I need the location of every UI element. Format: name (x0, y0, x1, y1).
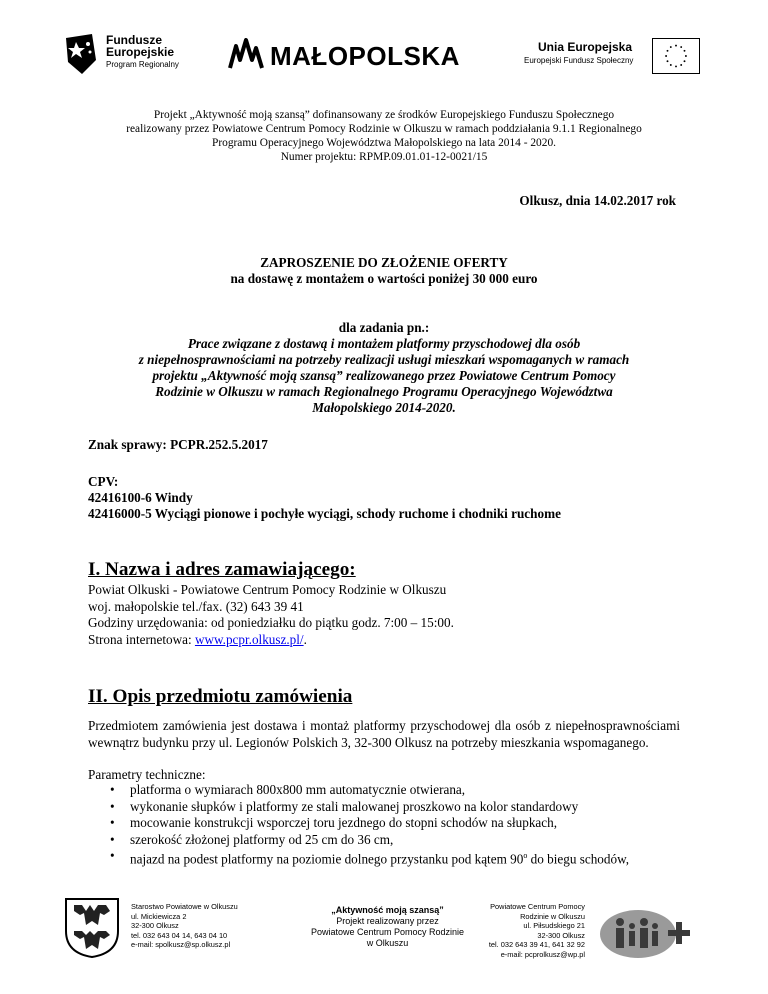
task-line: projektu „Aktywność moją szansą” realizowanego przez Powiatowe Centrum Pomocy (152, 368, 616, 383)
footer-mid-line: Powiatowe Centrum Pomocy Rodzinie (310, 927, 465, 937)
degree-sup: o (523, 851, 528, 860)
footer-right-line: ul. Piłsudskiego 21 (523, 921, 585, 930)
task-description (60, 320, 708, 416)
project-info-line: realizowany przez Powiatowe Centrum Pomocy Rodzinie w Olkuszu w ramach poddziałania 9.1.1 Regionalnego (126, 123, 642, 135)
title-line2: na dostawę z montażem o wartości poniżej 30 000 euro (230, 271, 538, 286)
fundusze-europejskie-logo (62, 30, 202, 80)
bullet-text: najazd na podest platformy na poziomie dolnego przystanku pod kątem 90 (130, 851, 524, 867)
project-info-line: Projekt „Aktywność moją szansą” dofinansowany ze środków Europejskiego Funduszu Społecznego (153, 109, 615, 121)
footer-left-line: tel. 032 643 04 14, 643 04 10 (131, 930, 228, 940)
footer-pcpr (470, 902, 585, 959)
project-info-line: Programu Operacyjnego Województwa Małopolskiego na lata 2014 - 2020. (212, 137, 556, 149)
ue-logo-line1: Unia Europejska (538, 40, 633, 54)
project-info-line: Numer projektu: RPMP.09.01.01-12-0021/15 (280, 151, 488, 163)
website-suffix: . (303, 631, 307, 647)
footer-project (300, 905, 475, 949)
cpv-code: 42416000-5 Wyciągi pionowe i pochyłe wyciągi, schody ruchome i chodniki ruchome (88, 506, 561, 521)
footer-left-line: e-mail: spolkusz@sp.olkusz.pl (131, 940, 231, 949)
section2-paragraph: Przedmiotem zamówienia jest dostawa i montaż platformy przyschodowej dla osób z niepełnosprawnościami wewnątrz budynku przy ul. Legionów Polskich 3, 32-300 Olkusz na potrzeby mieszkania wspomaganego. (88, 718, 680, 750)
list-item: • wykonanie słupków i platformy ze stali malowanej proszkowo na kolor standardowy (88, 799, 680, 816)
fe-logo-line2: Europejskie (106, 45, 175, 59)
footer-starostwo (131, 902, 238, 950)
footer-right-line: Powiatowe Centrum Pomocy (490, 902, 585, 911)
document-title (60, 255, 708, 287)
cpv-codes (88, 474, 561, 522)
fe-stars-icon (62, 32, 100, 76)
website-line (88, 632, 688, 649)
task-label: dla zadania pn.: (338, 320, 430, 335)
coat-of-arms-icon (64, 897, 120, 959)
footer-left-line: Starostwo Powiatowe w Olkuszu (131, 902, 238, 911)
malopolska-mountain-icon (228, 38, 264, 70)
footer-left-line: 32-300 Olkusz (131, 921, 179, 930)
footer-mid-line: Projekt realizowany przez (336, 916, 439, 926)
project-info (60, 108, 708, 164)
document-date: Olkusz, dnia 14.02.2017 rok (519, 193, 676, 208)
task-line: z niepełnosprawnościami na potrzeby realizacji usługi mieszkań wspomaganych w ramach (138, 352, 630, 367)
task-line: Rodzinie w Olkuszu w ramach Regionalnego Programu Operacyjnego Województwa (155, 384, 613, 399)
malopolska-logo-text: MAŁOPOLSKA (270, 41, 460, 71)
footer-mid-line: w Olkuszu (366, 938, 409, 948)
section1-line: Powiat Olkuski - Powiatowe Centrum Pomocy Rodzinie w Olkuszu (88, 582, 447, 597)
ue-logo (524, 38, 714, 78)
section1-heading: I. Nazwa i adres zamawiającego: (88, 559, 356, 580)
task-line: Małopolskiego 2014-2020. (312, 400, 456, 415)
list-item: • platforma o wymiarach 800x800 mm automatycznie otwierana, (88, 782, 680, 799)
params-list (88, 782, 680, 868)
ue-logo-line2: Europejski Fundusz Społeczny (524, 56, 634, 65)
website-label: Strona internetowa: (88, 631, 195, 647)
section1-line: Godziny urzędowania: od poniedziałku do piątku godz. 7:00 – 15:00. (88, 615, 454, 630)
eu-flag-icon (652, 38, 700, 74)
fe-logo-line1: Fundusze (106, 33, 162, 47)
cpv-label: CPV: (88, 474, 119, 489)
footer-right-line: tel. 032 643 39 41, 641 32 92 (488, 940, 585, 949)
website-link[interactable]: www.pcpr.olkusz.pl/ (194, 631, 304, 647)
footer-right-line: e-mail: pcprolkusz@wp.pl (500, 949, 585, 959)
list-item: • szerokość złożonej platformy od 25 cm do 36 cm, (88, 832, 680, 849)
title-line1: ZAPROSZENIE DO ZŁOŻENIE OFERTY (260, 255, 508, 270)
footer-mid-line: „Aktywność moją szansą” (331, 905, 444, 915)
fe-logo-line3: Program Regionalny (106, 60, 179, 69)
task-line: Prace związane z dostawą i montażem platformy przyschodowej dla osób (187, 336, 581, 351)
footer-right-line: Rodzinie w Olkuszu (520, 911, 585, 921)
list-item: • mocowanie konstrukcji wsporczej toru jezdnego do stopni schodów na słupkach, (88, 815, 680, 832)
list-item (88, 848, 680, 868)
pcpr-family-logo-icon (598, 908, 694, 960)
params-label: Parametry techniczne: (88, 767, 206, 782)
case-number: Znak sprawy: PCPR.252.5.2017 (88, 437, 268, 452)
section1-content (88, 582, 688, 648)
bullet-text: do biegu schodów, (527, 851, 630, 867)
footer-left-line: ul. Mickiewicza 2 (131, 911, 187, 921)
footer-right-line: 32-300 Olkusz (537, 930, 585, 940)
section1-line: woj. małopolskie tel./fax. (32) 643 39 41 (88, 598, 304, 614)
section2-heading: II. Opis przedmiotu zamówienia (88, 686, 353, 707)
cpv-code: 42416100-6 Windy (88, 490, 193, 505)
